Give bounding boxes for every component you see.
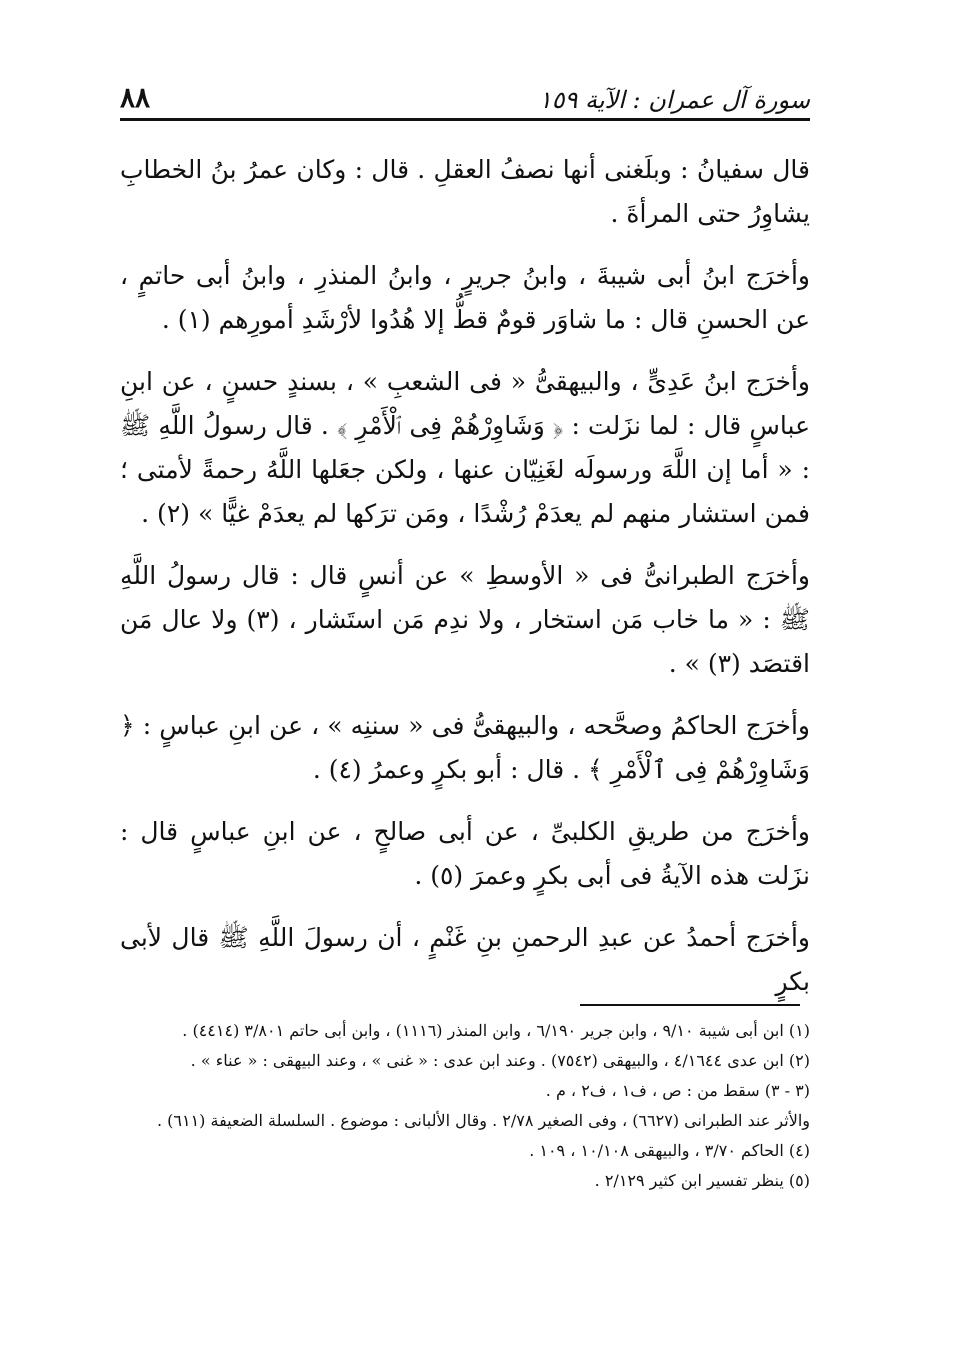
paragraph-1: قال سفيانُ : وبلَغنى أنها نصفُ العقلِ . قال : وكان عمرُ بنُ الخطابِ يشاوِرُ حتى المرأةَ .: [120, 155, 810, 228]
footnote-5: (٥) ينظر تفسير ابن كثير ٢/١٢٩ .: [594, 1171, 810, 1190]
footnote-3-continued: والأثر عند الطبرانى (٦٦٢٧) ، وفى الصغير ٢/٧٨ . وقال الألبانى : موضوع . السلسلة الضعيفة (٦١١) .: [156, 1111, 810, 1130]
footnote-3: (٣ - ٣) سقط من : ص ، ف١ ، ف٢ ، م .: [545, 1081, 810, 1100]
footnote-4: (٤) الحاكم ٣/٧٠ ، والبيهقى ١٠/١٠٨ ، ١٠٩ .: [529, 1141, 810, 1160]
main-text: [120, 148, 810, 1022]
footnote-2: (٢) ابن عدى ٤/١٦٤٤ ، والبيهقى (٧٥٤٢) . وعند ابن عدى : « غنى » ، وعند البيهقى : « عناء » .: [190, 1051, 810, 1070]
footnotes: [120, 1016, 810, 1196]
footnote-rule: [580, 1004, 800, 1006]
paragraph-5: وأخرَج الحاكمُ وصحَّحه ، والبيهقىُّ فى « سننِه » ، عن ابنِ عباسٍ : ﴿ وَشَاوِرْهُمْ فِى ٱلْأَمْرِ ﴾ . قال : أبو بكرٍ وعمرُ (٤) .: [120, 711, 810, 784]
paragraph-7: وأخرَج أحمدُ عن عبدِ الرحمنِ بنِ غَنْمٍ ، أن رسولَ اللَّهِ ﷺ قال لأبى بكرٍ: [120, 923, 810, 996]
paragraph-4: وأخرَج الطبرانىُّ فى « الأوسطِ » عن أنسٍ قال : قال رسولُ اللَّهِ ﷺ : « ما خاب مَن استخار ، ولا ندِم مَن استَشار ، (٣) ولا عال مَن اقتصَد (٣) » .: [120, 561, 810, 678]
paragraph-3: وأخرَج ابنُ عَدِىٍّ ، والبيهقىُّ « فى الشعبِ » ، بسندٍ حسنٍ ، عن ابنِ عباسٍ قال : لما نزَلت : ﴿ وَشَاوِرْهُمْ فِى ٱلْأَمْرِ ﴾ . قال رسولُ اللَّهِ ﷺ : « أما إن اللَّهَ ورسولَه لغَنِيّان عنها ، ولكن جعَلها اللَّهُ رحمةً لأمتى ؛ فمن استشار منهم لم يعدَمْ رُشْدًا ، ومَن ترَكها لم يعدَمْ غيًّا » (٢) .: [120, 367, 810, 528]
running-title: سورة آل عمران : الآية ١٥٩: [538, 86, 810, 114]
footnote-1: (١) ابن أبى شيبة ٩/١٠ ، وابن جرير ٦/١٩٠ ، وابن المنذر (١١١٦) ، وابن أبى حاتم ٣/٨٠١ (٤٤١٤) .: [182, 1021, 810, 1040]
paragraph-6: وأخرَج من طريقِ الكلبىِّ ، عن أبى صالحٍ ، عن ابنِ عباسٍ قال : نزَلت هذه الآيةُ فى أبى بكرٍ وعمرَ (٥) .: [120, 817, 810, 890]
paragraph-2: وأخرَج ابنُ أبى شيبةَ ، وابنُ جريرٍ ، وابنُ المنذرِ ، وابنُ أبى حاتمٍ ، عن الحسنِ قال : ما شاوَر قومٌ قطُّ إلا هُدُوا لأرْشَدِ أمورِهم (١) .: [120, 261, 810, 334]
header-rule: [120, 118, 810, 121]
page-header: [120, 62, 810, 114]
page-number: ٨٨: [120, 81, 151, 114]
